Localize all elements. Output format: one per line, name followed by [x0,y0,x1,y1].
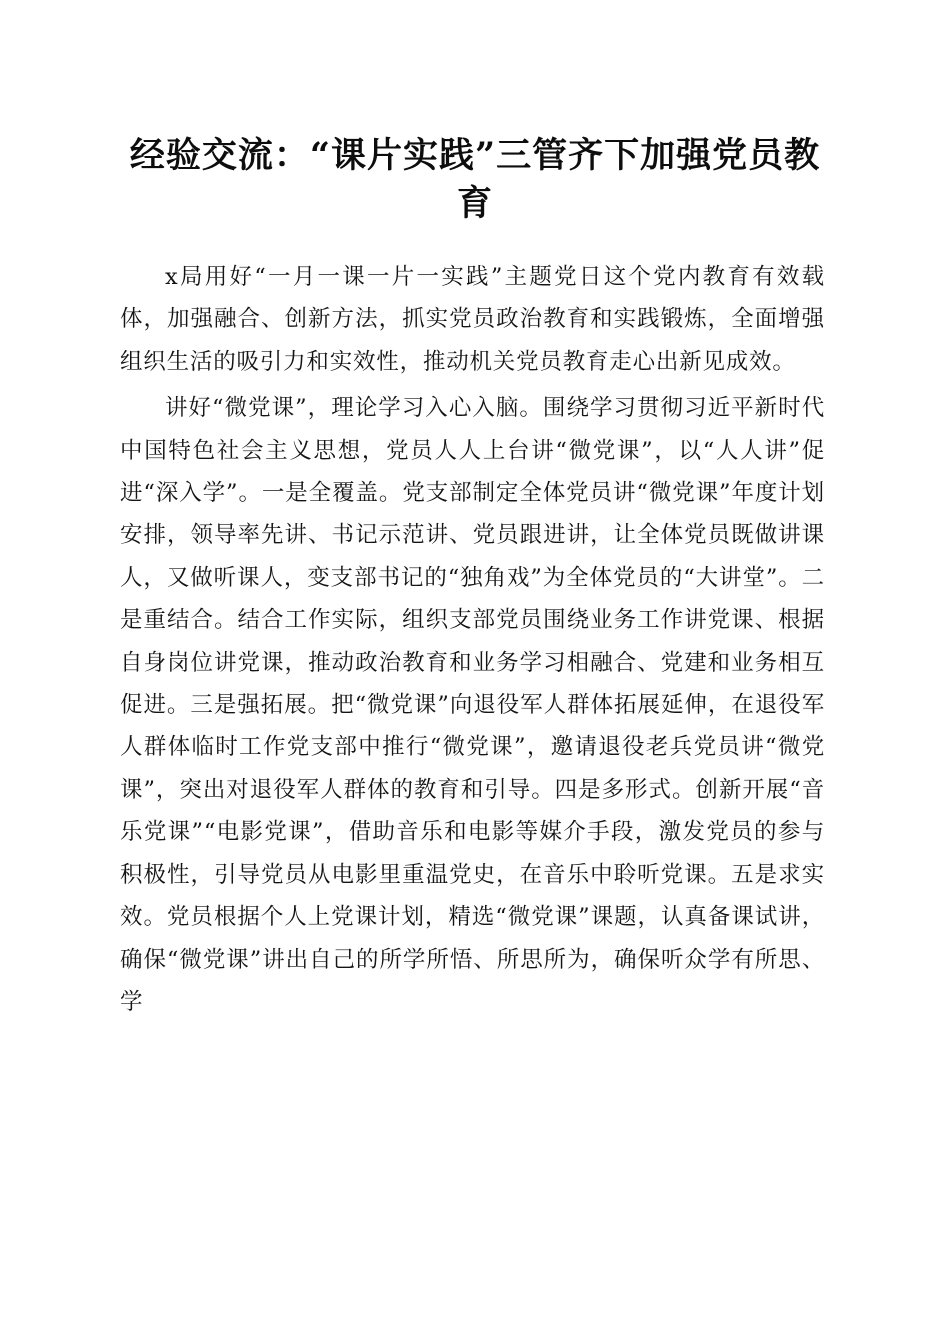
paragraph-micro-party-lecture: 讲好“微党课”，理论学习入心入脑。围绕学习贯彻习近平新时代中国特色社会主义思想，党员人人上台讲“微党课”，以“人人讲”促进“深入学”。一是全覆盖。党支部制定全体党员讲“微党课”年度计划安排，领导率先讲、书记示范讲、党员跟进讲，让全体党员既做讲课人，又做听课人，变支部书记的“独角戏”为全体党员的“大讲堂”。二是重结合。结合工作实际，组织支部党员围绕业务工作讲党课、根据自身岗位讲党课，推动政治教育和业务学习相融合、党建和业务相互促进。三是强拓展。把“微党课”向退役军人群体拓展延伸，在退役军人群体临时工作党支部中推行“微党课”，邀请退役老兵党员讲“微党课”，突出对退役军人群体的教育和引导。四是多形式。创新开展“音乐党课”“电影党课”，借助音乐和电影等媒介手段，激发党员的参与积极性，引导党员从电影里重温党史，在音乐中聆听党课。五是求实效。党员根据个人上党课计划，精选“微党课”课题，认真备课试讲，确保“微党课”讲出自己的所学所悟、所思所为，确保听众学有所思、学 [120,395,825,1015]
paragraph-intro: x局用好“一月一课一片一实践”主题党日这个党内教育有效载体，加强融合、创新方法，抓实党员政治教育和实践锻炼，全面增强组织生活的吸引力和实效性，推动机关党员教育走心出新见成效。 [120,264,825,375]
document-body [120,256,825,1023]
document-title: 经验交流：“课片实践”三管齐下加强党员教育 [129,135,821,224]
